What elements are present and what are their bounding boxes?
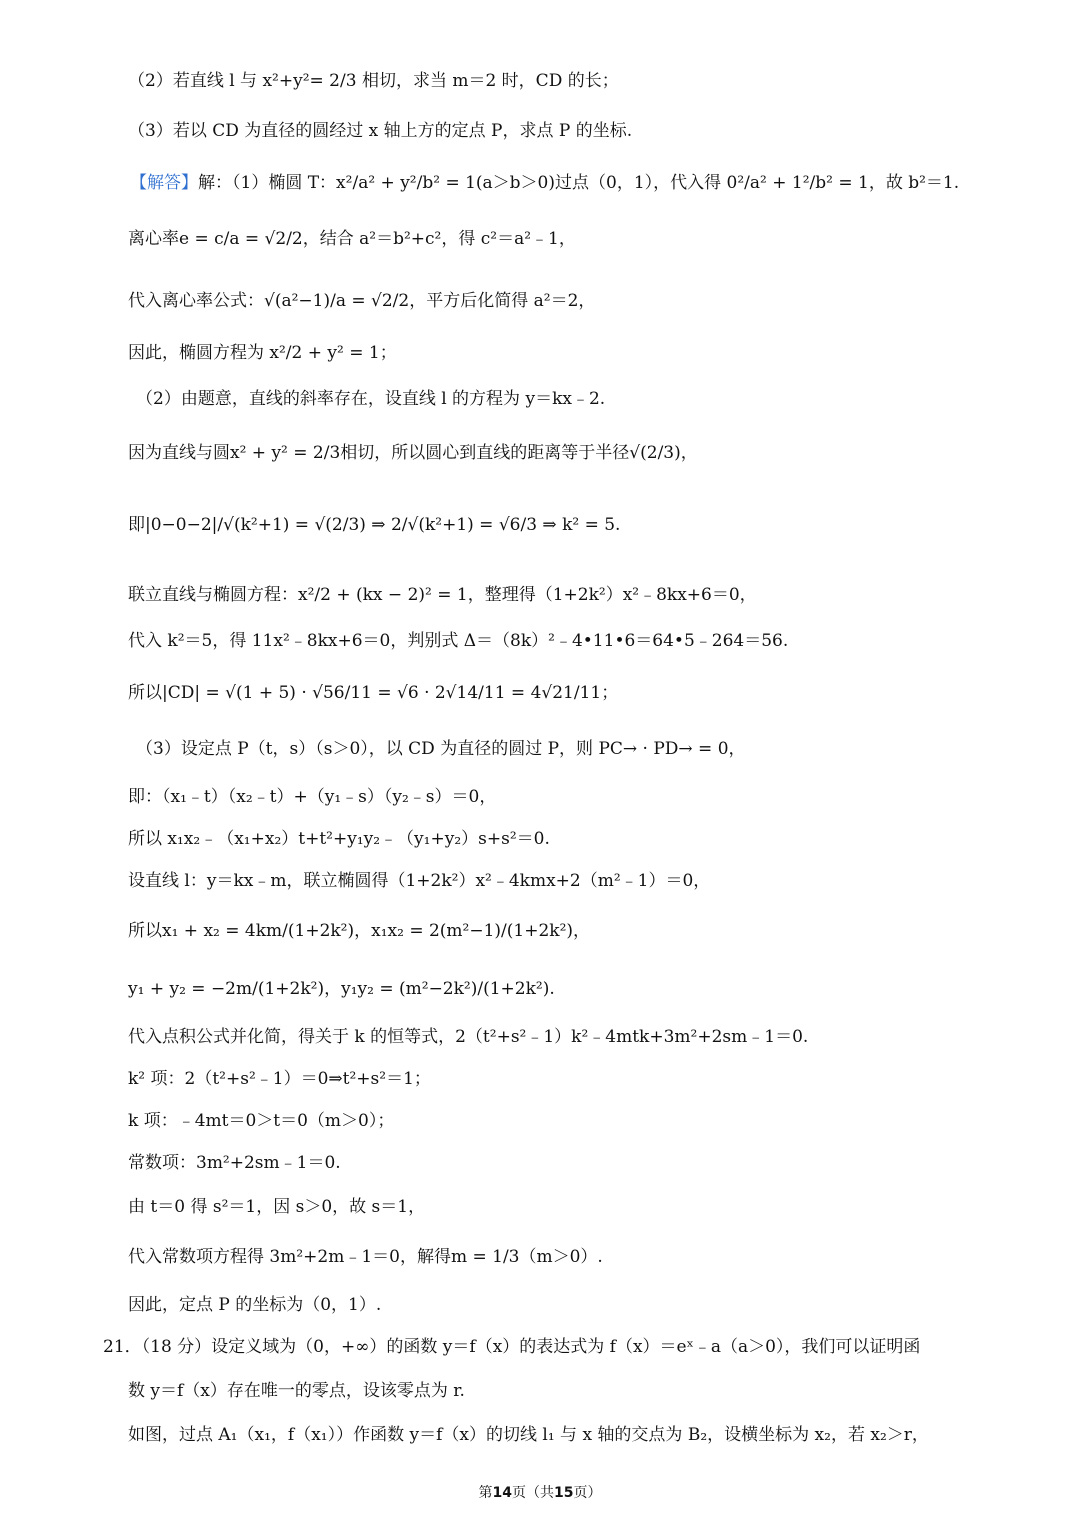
text-line: 离心率e = c/a = √2/2，结合 a²＝b²+c²，得 c²＝a²﹣1， xyxy=(128,229,576,249)
text-line: 所以x₁ + x₂ = 4km/(1+2k²)，x₁x₂ = 2(m²−1)/(1+2k²)， xyxy=(128,921,591,941)
text-line: 代入常数项方程得 3m²+2m﹣1＝0，解得m = 1/3（m＞0）. xyxy=(128,1247,603,1267)
text-line: 所以|CD| = √(1 + 5) · √56/11 = √6 · 2√14/11 = 4√21/11； xyxy=(128,683,619,703)
text-line: 代入点积公式并化简，得关于 k 的恒等式，2（t²+s²﹣1）k²﹣4mtk+3m²+2sm﹣1＝0. xyxy=(128,1027,809,1047)
footer-suffix: 页） xyxy=(573,1485,602,1501)
text-line: 如图，过点 A₁（x₁，f（x₁））作函数 y＝f（x）的切线 l₁ 与 x 轴的交点为 B₂，设横坐标为 x₂，若 x₂＞r， xyxy=(128,1425,929,1445)
text-line: y₁ + y₂ = −2m/(1+2k²)，y₁y₂ = (m²−2k²)/(1+2k²). xyxy=(128,979,555,999)
text-line: 即|0−0−2|/√(k²+1) = √(2/3) ⇒ 2/√(k²+1) = √6/3 ⇒ k² = 5. xyxy=(128,515,621,535)
text-line: 设直线 l：y＝kx﹣m，联立椭圆得（1+2k²）x²﹣4kmx+2（m²﹣1）＝0， xyxy=(128,871,711,891)
answer-text: 解：（1）椭圆 T：x²/a² + y²/b² = 1(a＞b＞0)过点（0，1），代入得 0²/a² + 1²/b² = 1，故 b²＝1. xyxy=(198,173,960,193)
text-line: k² 项：2（t²+s²﹣1）＝0⇒t²+s²＝1； xyxy=(128,1069,431,1089)
text-line: （3）设定点 P（t，s）（s＞0），以 CD 为直径的圆过 P，则 PC→ · PD→ = 0， xyxy=(136,739,746,759)
text-line: 所以 x₁x₂﹣（x₁+x₂）t+t²+y₁y₂﹣（y₁+y₂）s+s²＝0. xyxy=(128,829,550,849)
footer-middle: 页（共 xyxy=(512,1485,554,1501)
text-line: 因此，定点 P 的坐标为（0，1）. xyxy=(128,1295,382,1315)
footer-page-number: 14 xyxy=(492,1485,512,1501)
text-line: k 项：﹣4mt＝0＞t＝0（m＞0）； xyxy=(128,1111,395,1131)
answer-tag: 【解答】 xyxy=(130,173,198,193)
footer-prefix: 第 xyxy=(478,1485,493,1501)
text-line: 由 t＝0 得 s²＝1，因 s＞0，故 s＝1， xyxy=(128,1197,426,1217)
text-line: 即：（x₁﹣t）（x₂﹣t）+（y₁﹣s）（y₂﹣s）＝0， xyxy=(128,787,497,807)
text-line: 联立直线与椭圆方程：x²/2 + (kx − 2)² = 1，整理得（1+2k²）x²﹣8kx+6＝0， xyxy=(128,585,757,605)
text-line: 因此，椭圆方程为 x²/2 + y² = 1； xyxy=(128,343,397,363)
text-line: （3）若以 CD 为直径的圆经过 x 轴上方的定点 P，求点 P 的坐标. xyxy=(128,121,633,141)
footer-total-pages: 15 xyxy=(554,1485,574,1501)
page-footer xyxy=(0,1482,1080,1502)
text-line: 代入 k²＝5，得 11x²﹣8kx+6＝0，判别式 Δ＝（8k）²﹣4•11•6＝64•5﹣264＝56. xyxy=(128,631,789,651)
answer-line xyxy=(130,172,1080,194)
text-line: （2）若直线 l 与 x²+y²= 2/3 相切，求当 m＝2 时，CD 的长； xyxy=(128,71,619,91)
text-line: （2）由题意，直线的斜率存在，设直线 l 的方程为 y＝kx﹣2. xyxy=(136,389,606,409)
text-line: 因为直线与圆x² + y² = 2/3相切，所以圆心到直线的距离等于半径√(2/3)， xyxy=(128,443,698,463)
text-line: 常数项：3m²+2sm﹣1＝0. xyxy=(128,1153,341,1173)
question-21-line: 21．（18 分）设定义域为（0，+∞）的函数 y＝f（x）的表达式为 f（x）＝eˣ﹣a（a＞0），我们可以证明函 xyxy=(103,1337,921,1357)
text-line: 代入离心率公式：√(a²−1)/a = √2/2，平方后化简得 a²＝2， xyxy=(128,291,596,311)
text-line: 数 y＝f（x）存在唯一的零点，设该零点为 r. xyxy=(128,1381,465,1401)
